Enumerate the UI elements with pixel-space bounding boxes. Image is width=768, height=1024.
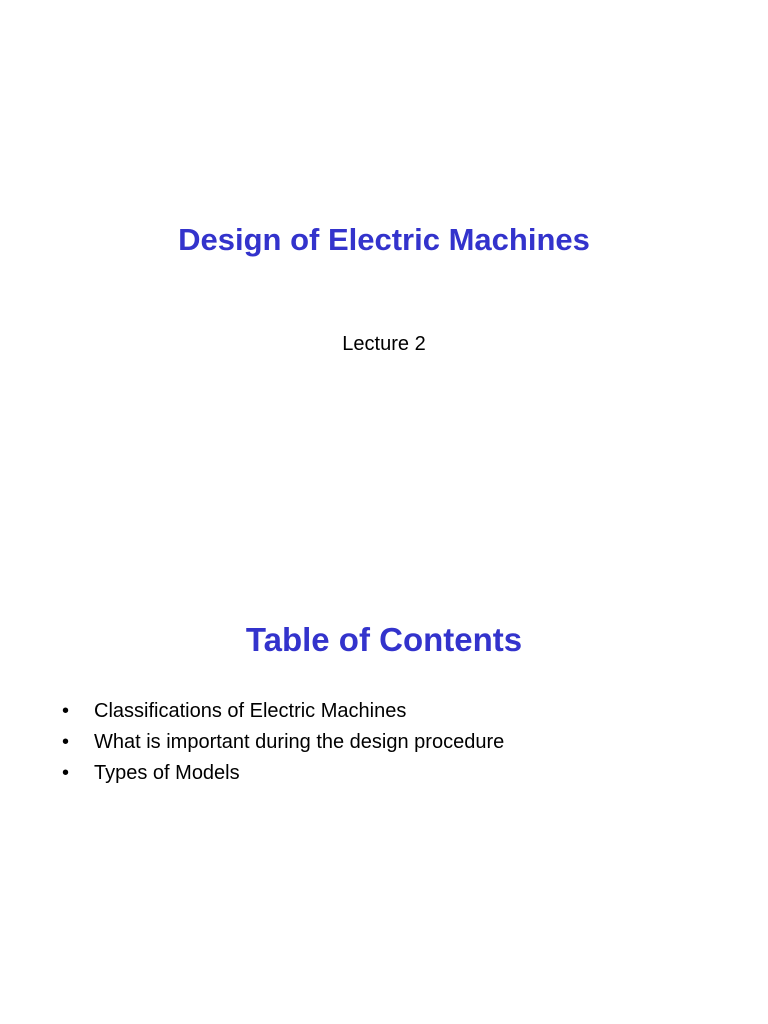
contents-list bbox=[62, 698, 504, 791]
list-item bbox=[62, 729, 504, 760]
list-item bbox=[62, 698, 504, 729]
list-item-text: Types of Models bbox=[94, 762, 240, 784]
contents-slide bbox=[0, 512, 768, 1024]
bullet-icon: • bbox=[62, 762, 70, 784]
list-item-text: Classifications of Electric Machines bbox=[94, 700, 407, 722]
slide-title: Design of Electric Machines bbox=[178, 222, 590, 257]
bullet-icon: • bbox=[62, 700, 70, 722]
bullet-icon: • bbox=[62, 731, 70, 753]
list-item bbox=[62, 760, 504, 791]
slide-subtitle: Lecture 2 bbox=[342, 333, 426, 355]
contents-title: Table of Contents bbox=[245, 621, 523, 658]
list-item-text: What is important during the design procedure bbox=[94, 731, 505, 753]
